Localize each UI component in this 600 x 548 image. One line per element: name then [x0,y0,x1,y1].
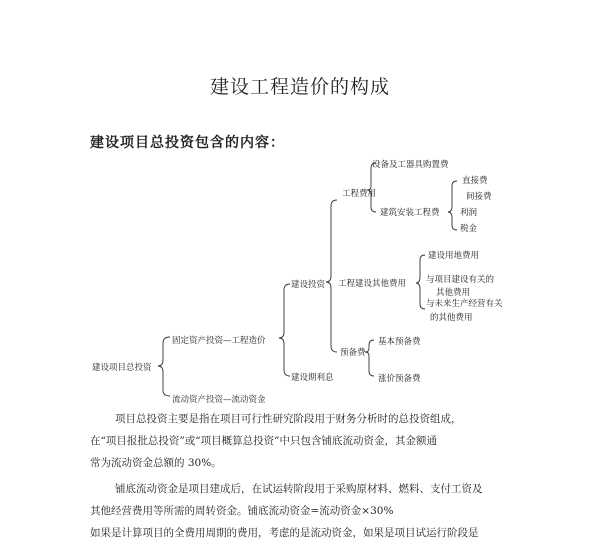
other-cost-bracket [416,255,425,309]
root-label: 建设项目总投资 [92,363,152,373]
paragraph-line: 如果是计算项目的全费用周期的费用，考虑的是流动资金，如果是项目试运行阶段是 [90,527,479,539]
root-bracket [158,337,170,396]
paragraph-full-cycle [90,522,520,544]
fixed-asset-bracket [279,284,290,376]
paragraph-line: 常为流动资金总额的 30%。 [90,457,222,469]
direct-cost-label: 直接费 [462,176,488,186]
project-related-label-2: 其他费用 [436,288,471,298]
fixed-asset-label: 固定资产投资—工程造价 [172,336,266,346]
interest-label: 建设期利息 [291,373,334,383]
indirect-cost-label: 间接费 [466,192,492,202]
paragraph-total-investment [90,408,520,474]
future-production-label-1: 与未来生产经营有关 [426,299,503,309]
paragraph-line: 在“项目报批总投资”或“项目概算总投资”中只包含铺底流动资金，其金额通 [90,435,437,447]
paragraph-working-capital [90,478,520,522]
engineering-cost-bracket [367,163,376,212]
paragraph-line: 项目总投资主要是指在项目可行性研究阶段用于财务分析时的总投资组成， [115,413,462,425]
land-cost-label: 建设用地费用 [428,251,480,261]
other-cost-label: 工程建设其他费用 [338,279,407,289]
price-contingency-label: 涨价预备费 [378,374,421,384]
section-heading: 建设项目总投资包含的内容： [90,135,285,151]
document-title: 建设工程造价的构成 [209,76,390,98]
working-capital-label: 流动资产投资—流动资金 [172,395,266,405]
construction-investment-label: 建设投资 [291,280,326,290]
installation-cost-bracket [448,181,457,230]
construction-investment-bracket [326,200,337,352]
contingency-bracket [365,340,374,376]
basic-contingency-label: 基本预备费 [378,337,421,347]
equipment-cost-label: 设备及工器具购置费 [372,160,449,170]
engineering-cost-label: 工程费用 [342,189,377,199]
tax-label: 税金 [460,224,478,234]
paragraph-line: 铺底流动资金是项目建成后，在试运转阶段用于采购原材料、燃料、支付工资及 [115,483,483,495]
project-related-label-1: 与项目建设有关的 [426,275,495,285]
installation-cost-label: 建筑安装工程费 [380,208,440,218]
profit-label: 利润 [460,208,478,218]
paragraph-line: 其他经营费用等所需的周转资金。铺底流动资金=流动资金×30% [90,505,394,517]
future-production-label-2: 的其他费用 [430,313,473,323]
contingency-label: 预备费 [340,348,366,358]
